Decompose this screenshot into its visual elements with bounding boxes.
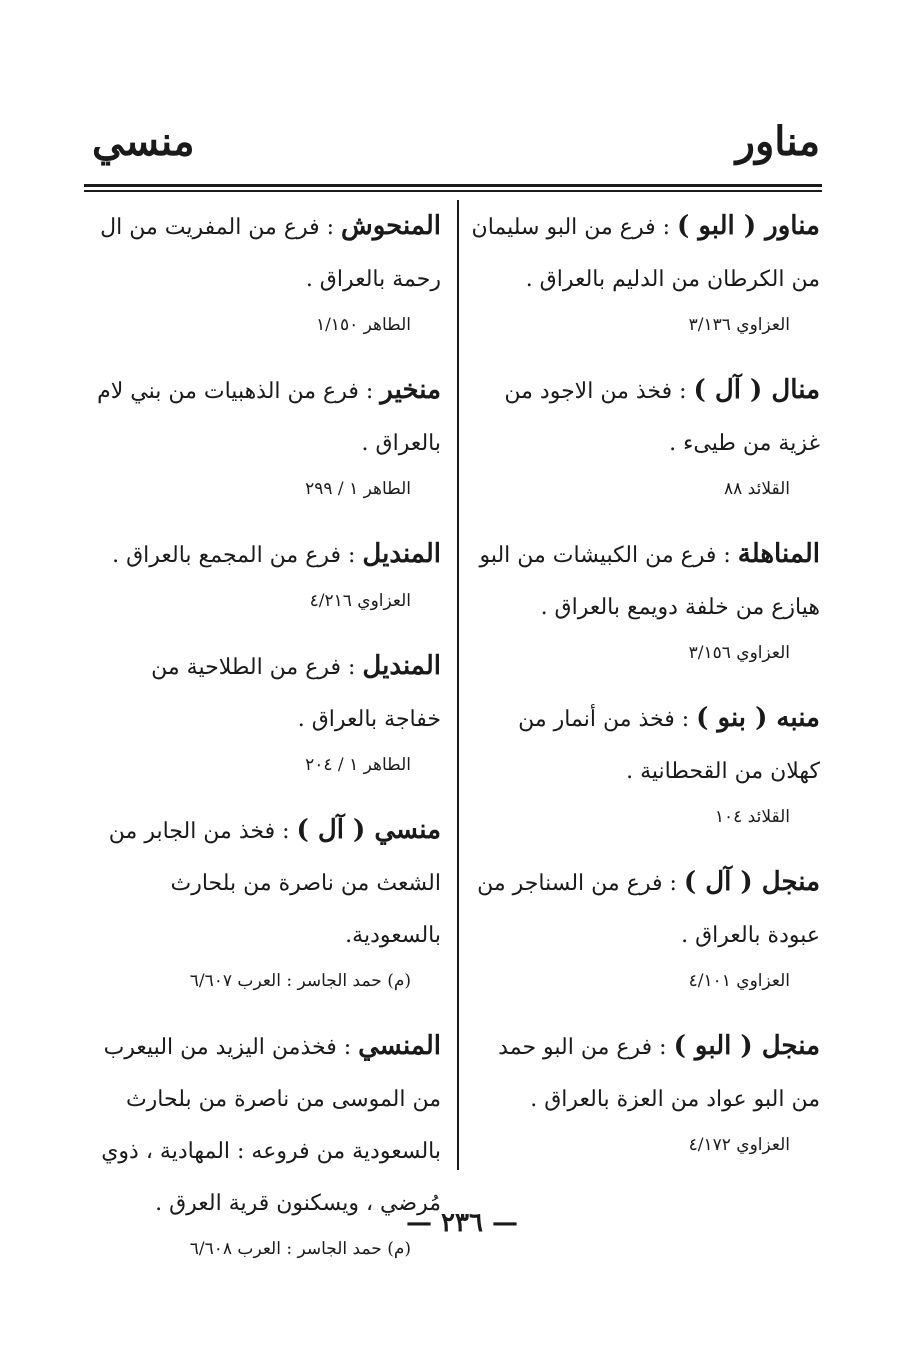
entry-text: : فرع من المفريت من ال رحمة بالعراق . [100, 215, 441, 292]
entry-source: العزاوي ٤/٢١٦ [309, 591, 411, 611]
entry-text: : فرع من المجمع بالعراق . [112, 543, 363, 568]
entry [470, 856, 820, 998]
entry [96, 364, 441, 506]
left-column [96, 200, 441, 1266]
entry-source: القلائد ٨٨ [724, 479, 790, 499]
entry-text: : فرع من السناجر من عبودة بالعراق . [477, 871, 820, 948]
entry-headword: منجل ( البو ) [673, 1031, 820, 1061]
entry-source: الطاهر ١/١٥٠ [315, 315, 411, 335]
header-left-word: منسي [92, 118, 195, 165]
entry-text: : فخذ من الجابر من الشعث من ناصرة من بلحارث بالسعودية. [108, 819, 441, 948]
entry-source: الطاهر ١ / ٢٩٩ [305, 479, 411, 499]
entry-headword: المنحوش [341, 211, 441, 241]
entry-text: : فخذمن اليزيد من البيعرب من الموسى من ناصرة من بلحارث بالسعودية من فروعه : المهادية ، ذوي مُرضي ، ويسكنون قرية العرق . [101, 1035, 441, 1216]
entry [470, 692, 820, 834]
entry [470, 364, 820, 506]
header-right-word: مناور [735, 118, 820, 165]
entry-headword: المناهلة [737, 539, 820, 569]
entry-source: القلائد ١٠٤ [714, 807, 790, 827]
header-rule [84, 190, 822, 192]
column-divider [457, 200, 459, 1170]
entry-source: الطاهر ١ / ٢٠٤ [305, 755, 411, 775]
entry-text: : فرع من الكبيشات من البو هيازع من خلفة دويمع بالعراق . [479, 543, 820, 620]
entry-headword: المنسي [358, 1031, 441, 1061]
entry-text: : فخذ من أنمار من كهلان من القحطانية . [518, 707, 820, 784]
entry-headword: منال ( آل ) [693, 375, 820, 405]
entry-text: : فرع من البو سليمان من الكرطان من الدليم بالعراق . [471, 215, 820, 292]
entry-headword: المنديل [362, 539, 441, 569]
entry [96, 640, 441, 782]
entry-headword: منبه ( بنو ) [696, 703, 820, 733]
entry-source: العزاوي ٣/١٣٦ [688, 315, 790, 335]
header-rule [84, 184, 822, 187]
entry [96, 528, 441, 618]
entry-text: : فرع من الطلاحية من خفاجة بالعراق . [151, 655, 441, 732]
entry-headword: منجل ( آل ) [683, 867, 820, 897]
page-number: — ٢٣٦ — [405, 1208, 519, 1238]
entry-source: العزاوي ٤/١٧٢ [688, 1135, 790, 1155]
entry [96, 804, 441, 998]
entry-headword: المنديل [362, 651, 441, 681]
entry-headword: مناور ( البو ) [677, 211, 820, 241]
entry [470, 200, 820, 342]
entry-source: العزاوي ٣/١٥٦ [688, 643, 790, 663]
entry-text: : فرع من البو حمد من البو عواد من العزة بالعراق . [498, 1035, 820, 1112]
entry-text: : فخذ من الاجود من غزية من طيىء . [504, 379, 820, 456]
entry [96, 200, 441, 342]
entry-headword: منسي ( آل ) [296, 815, 441, 845]
entry-headword: منخير [380, 375, 441, 405]
right-column [470, 200, 820, 1162]
entry-text: : فرع من الذهبيات من بني لام بالعراق . [97, 379, 441, 456]
entry-source: العزاوي ٤/١٠١ [688, 971, 790, 991]
entry-source: (م) حمد الجاسر : العرب ٦/٦٠٨ [189, 1239, 411, 1259]
entry [470, 1020, 820, 1162]
entry [470, 528, 820, 670]
entry-source: (م) حمد الجاسر : العرب ٦/٦٠٧ [189, 971, 411, 991]
